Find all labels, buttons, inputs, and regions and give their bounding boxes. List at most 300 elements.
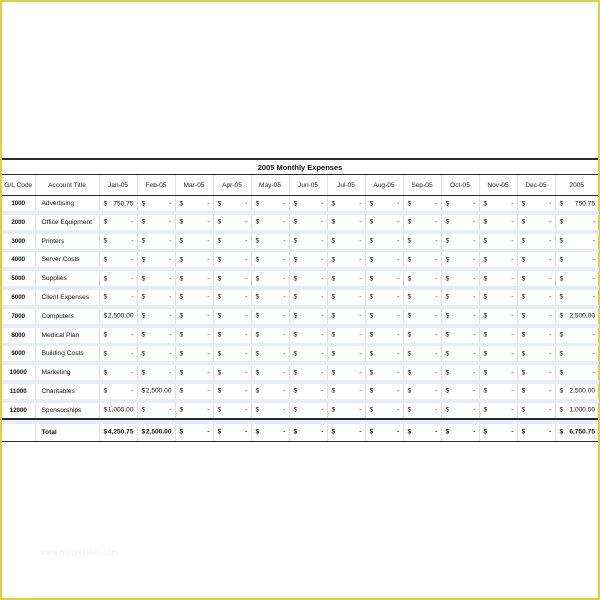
amount-value: - [131,293,134,301]
currency-symbol: $ [559,369,564,377]
amount-value: - [131,275,134,283]
currency-symbol: $ [559,350,564,358]
amount-value: - [245,275,248,283]
column-header: Dec-05 [517,175,555,196]
column-header: Aug-05 [365,175,403,196]
currency-symbol: $ [179,387,184,395]
amount-value: - [321,387,324,395]
amount-value: - [321,312,324,320]
currency-symbol: $ [293,237,298,245]
amount-value: - [283,256,286,264]
amount-value: 750.75 [113,200,134,207]
currency-symbol: $ [369,312,374,320]
amount-cell [403,196,441,212]
currency-symbol: $ [331,237,336,245]
amount-cell [137,290,175,305]
amount-value: - [359,200,362,207]
amount-cell [403,290,441,305]
amount-cell [517,384,555,399]
amount-cell [251,346,289,361]
amount-cell [289,196,327,212]
account-title-cell: Printers [35,234,99,249]
amount-value: - [359,350,362,358]
amount-cell [175,234,213,249]
currency-symbol: $ [331,293,336,301]
amount-cell [137,403,175,419]
currency-symbol: $ [293,275,298,283]
amount-value: - [549,350,552,358]
amount-cell [365,215,403,230]
currency-symbol: $ [293,387,298,395]
amount-cell [403,328,441,343]
currency-symbol: $ [369,200,374,207]
amount-value: - [207,237,210,245]
amount-cell [365,365,403,380]
currency-symbol: $ [521,218,526,226]
table-row [2,328,598,343]
amount-cell [403,424,441,442]
amount-cell [327,215,365,230]
amount-cell [289,365,327,380]
currency-symbol: $ [103,293,108,301]
amount-cell [175,328,213,343]
currency-symbol: $ [445,369,450,377]
currency-symbol: $ [141,275,146,283]
amount-value: - [169,331,172,339]
currency-symbol: $ [521,275,526,283]
currency-symbol: $ [141,237,146,245]
amount-cell [365,403,403,419]
amount-cell [99,328,137,343]
amount-value: - [592,293,595,301]
amount-cell [99,309,137,324]
currency-symbol: $ [255,350,260,358]
amount-value: - [435,218,438,226]
amount-value: - [397,218,400,226]
amount-cell [99,215,137,230]
amount-value: - [283,406,286,414]
amount-value: - [207,350,210,358]
amount-cell [289,271,327,286]
amount-value: - [435,200,438,207]
table-header [2,175,598,196]
table-row [2,290,598,305]
amount-cell [327,290,365,305]
amount-cell [289,424,327,442]
currency-symbol: $ [103,275,108,283]
amount-value: - [321,331,324,339]
gl-code-cell: 12000 [2,403,35,419]
amount-value: - [169,406,172,414]
currency-symbol: $ [179,428,184,436]
amount-cell [327,271,365,286]
currency-symbol: $ [293,406,298,414]
amount-cell [213,328,251,343]
amount-value: - [283,237,286,245]
currency-symbol: $ [331,275,336,283]
currency-symbol: $ [179,312,184,320]
amount-value: - [473,387,476,395]
currency-symbol: $ [521,256,526,264]
amount-cell [175,346,213,361]
amount-value: - [359,275,362,283]
amount-cell [99,424,137,442]
amount-cell [555,252,598,267]
amount-value: - [435,369,438,377]
amount-value: - [473,256,476,264]
amount-value: - [131,331,134,339]
amount-value: 2,500.00 [145,428,172,436]
currency-symbol: $ [483,218,488,226]
amount-cell [441,384,479,399]
amount-cell [517,309,555,324]
amount-cell [251,290,289,305]
amount-cell [213,424,251,442]
amount-value: - [435,331,438,339]
amount-value: - [321,256,324,264]
currency-symbol: $ [103,406,108,414]
currency-symbol: $ [559,312,564,320]
amount-value: - [473,428,476,436]
currency-symbol: $ [559,256,564,264]
amount-value: - [359,369,362,377]
currency-symbol: $ [521,387,526,395]
amount-value: - [245,200,248,207]
currency-symbol: $ [179,331,184,339]
currency-symbol: $ [331,428,336,436]
amount-value: 2,500.00 [569,312,595,320]
currency-symbol: $ [445,387,450,395]
currency-symbol: $ [217,406,222,414]
currency-symbol: $ [141,406,146,414]
amount-value: - [592,218,595,226]
currency-symbol: $ [483,275,488,283]
amount-cell [555,346,598,361]
amount-value: - [169,275,172,283]
amount-cell [137,271,175,286]
amount-value: - [549,331,552,339]
amount-cell [137,384,175,399]
amount-value: - [435,406,438,414]
currency-symbol: $ [445,428,450,436]
amount-cell [555,271,598,286]
currency-symbol: $ [179,369,184,377]
amount-value: - [592,369,595,377]
amount-value: - [321,237,324,245]
currency-symbol: $ [179,237,184,245]
amount-value: - [207,428,210,436]
currency-symbol: $ [521,331,526,339]
amount-cell [213,309,251,324]
amount-value: - [321,275,324,283]
amount-cell [175,196,213,212]
amount-value: 2,500.00 [145,387,172,395]
column-header: Account Title [35,175,99,196]
currency-symbol: $ [483,256,488,264]
amount-cell [251,271,289,286]
currency-symbol: $ [331,200,336,207]
amount-cell [479,424,517,442]
amount-value: - [592,275,595,283]
currency-symbol: $ [331,387,336,395]
amount-value: - [359,428,362,436]
currency-symbol: $ [445,256,450,264]
amount-cell [365,328,403,343]
currency-symbol: $ [407,428,412,436]
amount-cell [213,346,251,361]
amount-cell [137,309,175,324]
currency-symbol: $ [559,428,564,436]
amount-value: - [283,275,286,283]
currency-symbol: $ [103,331,108,339]
amount-cell [517,328,555,343]
amount-cell [251,424,289,442]
column-header: 2005 [555,175,598,196]
amount-value: - [473,293,476,301]
amount-value: - [283,218,286,226]
amount-cell [517,196,555,212]
column-header: Feb-05 [137,175,175,196]
amount-value: - [549,387,552,395]
amount-cell [479,290,517,305]
currency-symbol: $ [559,200,564,207]
amount-value: - [283,200,286,207]
amount-cell [213,252,251,267]
currency-symbol: $ [217,428,222,436]
amount-value: - [169,256,172,264]
currency-symbol: $ [369,428,374,436]
amount-cell [517,365,555,380]
amount-value: - [321,293,324,301]
amount-cell [175,424,213,442]
amount-value: - [207,218,210,226]
amount-cell [327,196,365,212]
amount-cell [479,309,517,324]
table-row [2,234,598,249]
amount-cell [517,215,555,230]
amount-value: - [245,218,248,226]
amount-cell [441,365,479,380]
amount-value: - [131,237,134,245]
amount-value: - [473,312,476,320]
amount-value: - [207,331,210,339]
amount-cell [327,424,365,442]
amount-value: - [435,293,438,301]
currency-symbol: $ [217,256,222,264]
amount-value: - [359,406,362,414]
currency-symbol: $ [369,275,374,283]
amount-value: - [549,293,552,301]
amount-cell [137,346,175,361]
currency-symbol: $ [369,387,374,395]
amount-value: - [397,275,400,283]
currency-symbol: $ [293,293,298,301]
currency-symbol: $ [141,200,146,207]
currency-symbol: $ [255,428,260,436]
currency-symbol: $ [179,218,184,226]
account-title-cell: Marketing [35,365,99,380]
currency-symbol: $ [141,350,146,358]
amount-cell [365,234,403,249]
amount-value: - [473,331,476,339]
amount-value: - [549,218,552,226]
amount-value: - [321,369,324,377]
currency-symbol: $ [407,331,412,339]
currency-symbol: $ [255,387,260,395]
currency-symbol: $ [141,218,146,226]
currency-symbol: $ [141,293,146,301]
amount-cell [251,215,289,230]
currency-symbol: $ [331,331,336,339]
table-row [2,196,598,212]
amount-value: - [207,275,210,283]
table-row [2,365,598,380]
amount-value: - [592,350,595,358]
amount-value: - [592,331,595,339]
amount-value: - [131,256,134,264]
amount-cell [555,384,598,399]
amount-value: - [397,312,400,320]
currency-symbol: $ [331,218,336,226]
amount-value: 2,500.00 [569,387,595,395]
currency-symbol: $ [445,312,450,320]
currency-symbol: $ [369,218,374,226]
amount-cell [175,271,213,286]
account-title-cell: Advertising [35,196,99,212]
amount-cell [327,328,365,343]
amount-value: - [435,428,438,436]
amount-cell [251,252,289,267]
amount-value: - [245,331,248,339]
amount-value: - [397,350,400,358]
gl-code-cell: 5000 [2,271,35,286]
amount-cell [365,309,403,324]
amount-value: - [283,428,286,436]
amount-cell [99,234,137,249]
amount-value: - [511,256,514,264]
currency-symbol: $ [445,331,450,339]
currency-symbol: $ [217,218,222,226]
currency-symbol: $ [217,237,222,245]
amount-cell [441,271,479,286]
account-title-cell: Supplies [35,271,99,286]
currency-symbol: $ [141,331,146,339]
currency-symbol: $ [407,369,412,377]
gl-code-cell: 4000 [2,252,35,267]
currency-symbol: $ [103,200,108,207]
currency-symbol: $ [445,200,450,207]
amount-value: - [397,237,400,245]
amount-cell [327,234,365,249]
account-title-cell: Client Expenses [35,290,99,305]
currency-symbol: $ [103,237,108,245]
amount-cell [251,234,289,249]
amount-cell [251,384,289,399]
currency-symbol: $ [483,200,488,207]
amount-value: 1,000.00 [569,406,595,414]
currency-symbol: $ [141,387,146,395]
currency-symbol: $ [445,293,450,301]
amount-value: - [397,331,400,339]
amount-cell [289,384,327,399]
amount-cell [555,424,598,442]
amount-value: - [245,312,248,320]
amount-cell [289,309,327,324]
currency-symbol: $ [255,237,260,245]
currency-symbol: $ [483,350,488,358]
amount-cell [479,234,517,249]
amount-cell [327,403,365,419]
amount-value: - [283,293,286,301]
amount-value: - [245,369,248,377]
amount-cell [555,365,598,380]
amount-cell [479,215,517,230]
amount-value: - [283,312,286,320]
currency-symbol: $ [331,350,336,358]
amount-value: 2,500.00 [107,312,134,320]
currency-symbol: $ [521,428,526,436]
currency-symbol: $ [521,369,526,377]
amount-value: - [435,275,438,283]
table-row [2,271,598,286]
currency-symbol: $ [407,200,412,207]
currency-symbol: $ [369,237,374,245]
amount-value: - [169,312,172,320]
currency-symbol: $ [407,350,412,358]
amount-value: - [321,406,324,414]
currency-symbol: $ [217,369,222,377]
amount-cell [251,196,289,212]
amount-value: - [321,350,324,358]
amount-cell [213,384,251,399]
amount-cell [441,424,479,442]
amount-value: - [207,406,210,414]
amount-cell [403,309,441,324]
amount-value: - [359,331,362,339]
sheet-title: 2005 Monthly Expenses [2,158,598,175]
currency-symbol: $ [255,406,260,414]
currency-symbol: $ [179,293,184,301]
amount-value: - [283,387,286,395]
column-header: Jan-05 [99,175,137,196]
amount-cell [327,384,365,399]
currency-symbol: $ [559,275,564,283]
amount-value: - [435,312,438,320]
currency-symbol: $ [103,428,108,436]
amount-value: - [245,428,248,436]
currency-symbol: $ [445,218,450,226]
amount-value: - [549,275,552,283]
account-title-cell: Server Costs [35,252,99,267]
amount-cell [517,234,555,249]
amount-cell [555,196,598,212]
currency-symbol: $ [559,406,564,414]
amount-cell [137,196,175,212]
amount-value: - [549,406,552,414]
currency-symbol: $ [521,237,526,245]
amount-value: - [511,428,514,436]
amount-cell [213,290,251,305]
gl-code-cell: 6000 [2,290,35,305]
amount-cell [175,252,213,267]
currency-symbol: $ [103,218,108,226]
currency-symbol: $ [483,406,488,414]
currency-symbol: $ [521,200,526,207]
currency-symbol: $ [521,293,526,301]
amount-value: - [473,275,476,283]
amount-value: - [245,237,248,245]
amount-value: - [397,387,400,395]
